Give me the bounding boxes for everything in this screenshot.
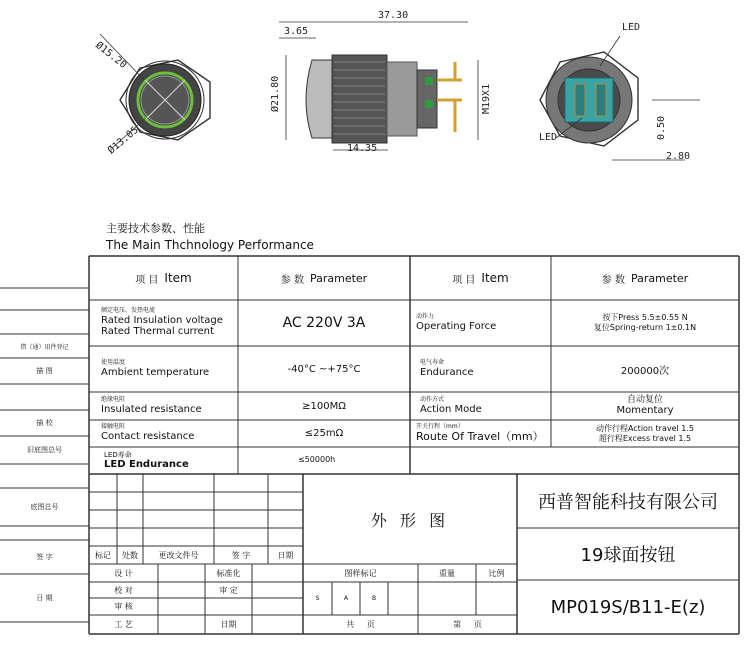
row1-right-value2: 复位Spring-return 1±0.1N	[593, 323, 697, 332]
stage-mark-s: S	[315, 595, 320, 602]
dim-body-length: 14.35	[347, 143, 378, 154]
role-design: 设 计	[114, 568, 133, 578]
row4-left-value: ≤25mΩ	[304, 428, 344, 439]
role-approval: 审 定	[219, 585, 238, 595]
header-param-en: Parameter	[309, 271, 368, 285]
rev-header-mark: 标记	[95, 550, 111, 560]
dim-pin-offset: 0.50	[656, 115, 667, 140]
row1-right-cn: 动作力	[416, 312, 435, 320]
product-name: 19球面按钮	[580, 545, 676, 566]
side-label-date: 日 期	[36, 594, 53, 602]
row1-left-cn: 额定电压、发热电流	[101, 307, 156, 315]
header-item2-cn: 项 目	[452, 274, 476, 286]
row2-right-value: 200000次	[620, 365, 670, 377]
dim-pin-width: 2.80	[666, 151, 691, 162]
header-param-cn: 参 数	[280, 274, 304, 286]
dim-top-diameter: Ø15.20	[93, 40, 129, 71]
drawing-type: 外 形 图	[370, 510, 450, 530]
stage-mark-b: B	[371, 595, 377, 602]
section-title-cn: 主要技术参数、性能	[106, 222, 205, 235]
spec-row-3-right-label	[420, 393, 482, 419]
row4-right-value1: 动作行程Action travel 1.5	[595, 423, 695, 433]
row5-left-value: ≤50000h	[298, 455, 336, 464]
company-name: 西普智能科技有限公司	[538, 492, 718, 513]
rev-header-signature: 签 字	[231, 550, 251, 560]
row5-left-en: LED Endurance	[104, 458, 189, 470]
role-check: 校 对	[114, 585, 133, 595]
rev-header-file-no: 更改文件号	[158, 550, 199, 560]
scale-label: 比例	[488, 568, 505, 578]
row3-right-en: Action Mode	[420, 403, 482, 415]
side-label-base-no: 底图总号	[30, 503, 59, 511]
row4-right-value2: 超行程Excess travel 1.5	[598, 433, 692, 443]
row3-left-value: ≥100MΩ	[302, 400, 346, 412]
role-process: 工 艺	[114, 620, 133, 629]
row4-right-value	[551, 420, 739, 447]
row1-left-en1: Rated Insulation voltage	[101, 314, 223, 326]
header-parameter-2	[551, 256, 739, 300]
role-review: 审 核	[114, 602, 133, 611]
row1-left-en2: Rated Thermal current	[101, 326, 214, 338]
row2-right-cn: 电气寿命	[420, 358, 445, 366]
header-parameter	[238, 256, 410, 300]
header-item-2	[410, 256, 551, 300]
side-label-trace-check: 描 校	[36, 419, 53, 427]
row3-left-cn: 绝缘电阻	[101, 395, 126, 403]
row5-left-cn: LED寿命	[104, 450, 132, 459]
row2-left-cn: 使用温度	[101, 358, 126, 366]
spec-row-1-right-label	[416, 302, 496, 344]
row2-left-value: -40°C ~+75°C	[287, 363, 361, 375]
row4-right-en: Route Of Travel（mm）	[416, 429, 544, 443]
header-item-en: Item	[164, 271, 192, 285]
led-label-top: LED	[622, 22, 641, 33]
model-number: MP019S/B11-E(z)	[550, 596, 706, 618]
dim-thread: M19X1	[481, 83, 492, 114]
row1-right-en: Operating Force	[416, 320, 497, 332]
row4-right-cn: 开关行程（mm）	[416, 422, 464, 430]
spec-row-2-left-label	[101, 348, 209, 390]
row2-right-en: Endurance	[420, 366, 474, 378]
row1-left-value: AC 220V 3A	[282, 315, 366, 331]
total-pages: 共 页	[346, 620, 375, 629]
dim-head-diameter: Ø21.80	[270, 75, 281, 112]
role-date: 日期	[220, 620, 237, 629]
row4-left-en: Contact resistance	[101, 431, 195, 443]
row3-right-cn: 动作方式	[420, 395, 445, 403]
header-item-cn: 项 目	[135, 274, 159, 286]
spec-row-2-right-label	[420, 348, 474, 390]
dim-inner-diameter: Ø13.05	[106, 124, 141, 157]
header-item	[89, 256, 238, 300]
row1-right-value	[551, 300, 739, 346]
spec-row-4-right-label	[416, 421, 544, 446]
side-label-trace: 描 图	[36, 367, 53, 375]
row3-left-en: Insulated resistance	[101, 403, 202, 415]
row4-left-cn: 接触电阻	[101, 423, 126, 431]
rev-header-date: 日期	[277, 550, 294, 560]
row3-right-value1: 自动复位	[626, 394, 663, 405]
rev-header-count: 处数	[122, 550, 138, 560]
side-label-signature: 签 字	[36, 553, 53, 561]
header-param2-en: Parameter	[630, 271, 689, 285]
row2-left-en: Ambient temperature	[101, 366, 210, 378]
role-standardization: 标准化	[216, 568, 241, 578]
led-label-bottom: LED	[539, 132, 558, 143]
section-title-en: The Main Thchnology Performance	[106, 238, 314, 252]
dim-total-length: 37.30	[378, 10, 409, 21]
row3-right-value	[551, 392, 739, 420]
side-label-borrowed: 借（通）用件登记	[20, 343, 69, 351]
side-label-old-base-no: 旧底图总号	[27, 446, 62, 454]
stage-mark-a: A	[343, 595, 349, 602]
spec-row-1-left-label	[101, 302, 223, 344]
page-number: 第 页	[453, 620, 482, 629]
row3-right-value2: Momentary	[616, 405, 674, 417]
spec-row-5-left-label	[104, 448, 189, 473]
header-item2-en: Item	[481, 271, 509, 285]
header-param2-cn: 参 数	[601, 274, 625, 286]
spec-row-3-left-label	[101, 393, 202, 419]
weight-label: 重量	[439, 568, 455, 578]
stage-label: 图样标记	[344, 568, 377, 578]
dim-head-height: 3.65	[284, 26, 309, 37]
spec-row-4-left-label	[101, 421, 194, 446]
row1-right-value1: 按下Press 5.5±0.55 N	[602, 313, 688, 323]
